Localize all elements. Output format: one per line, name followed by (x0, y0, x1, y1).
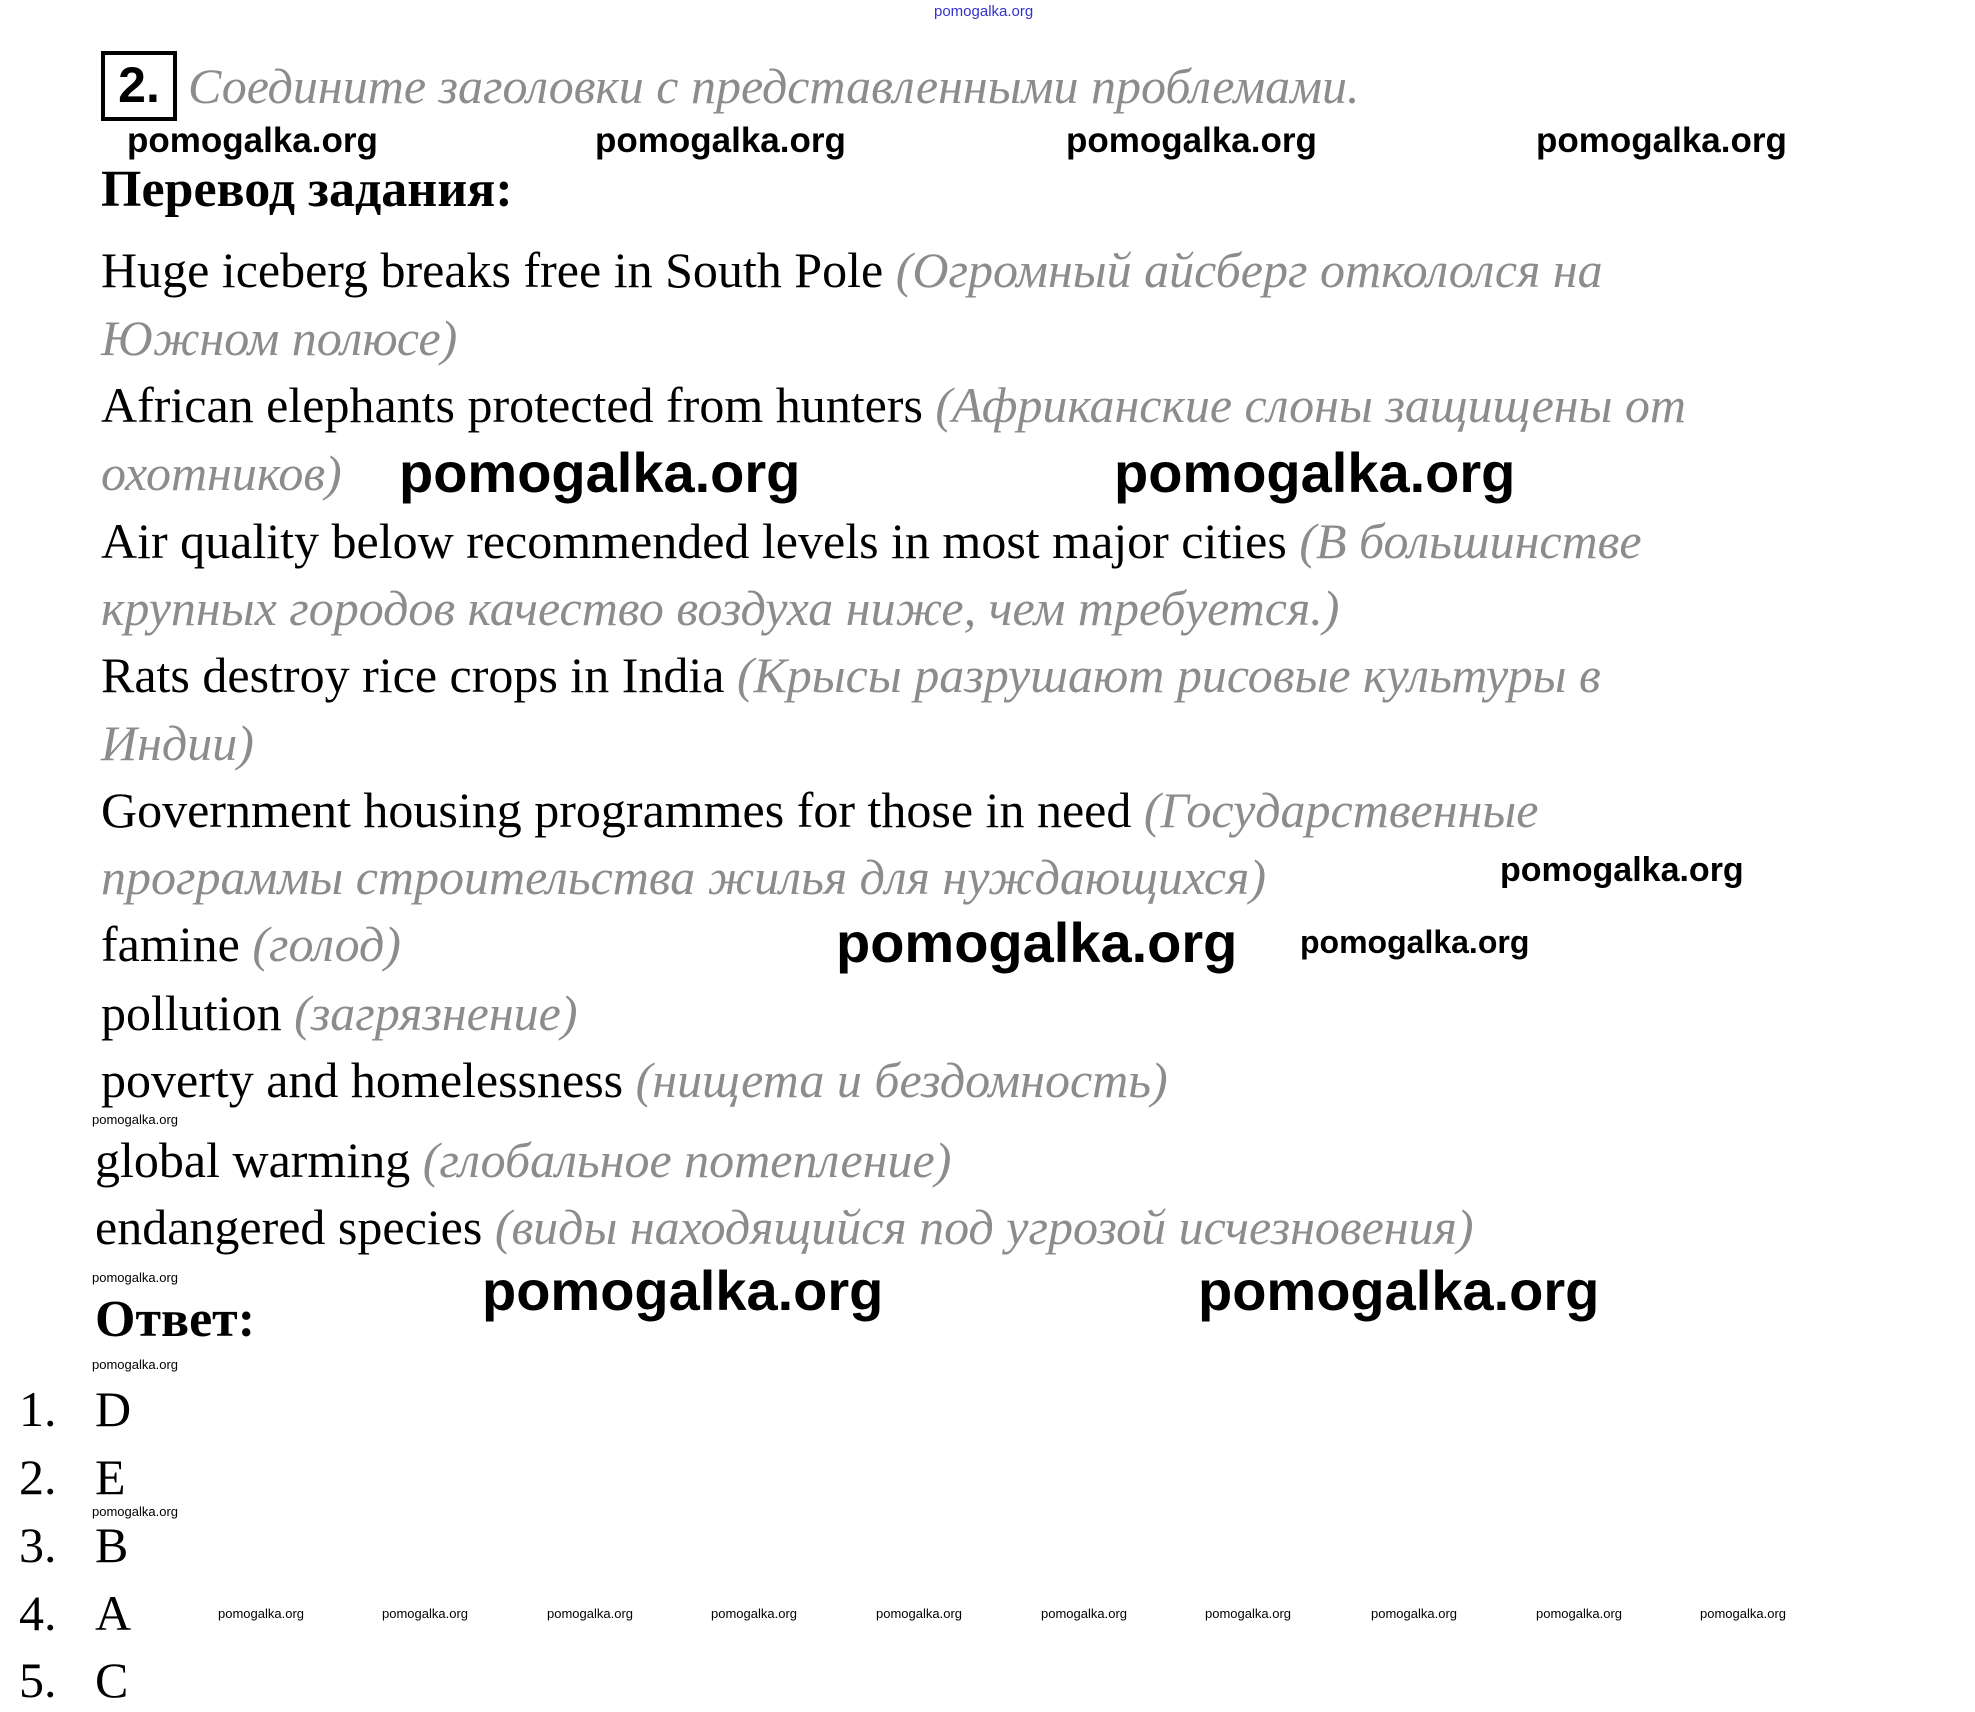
headline-en: global warming (95, 1132, 411, 1188)
translation-heading: Перевод задания: (101, 161, 513, 218)
translation-ru: (Крысы разрушают рисовые культуры в (736, 647, 1601, 703)
translation-ru: крупных городов качество воздуха ниже, чем требуется.) (101, 580, 1340, 636)
translation-ru: Южном полюсе) (101, 310, 458, 366)
line (101, 242, 1603, 298)
watermark: pomogalka.org (1300, 924, 1530, 960)
translation-ru: (Огромный айсберг откололся на (895, 242, 1603, 298)
headline-en: pollution (101, 985, 282, 1041)
answer-item (19, 1383, 131, 1435)
watermark: pomogalka.org (1114, 441, 1516, 504)
translation-ru: программы строительства жилья для нуждающихся) (101, 849, 1266, 905)
watermark: pomogalka.org (92, 1504, 178, 1519)
watermark: pomogalka.org (547, 1606, 633, 1621)
answer-heading: Ответ: (95, 1291, 256, 1348)
translation-ru: (Африканские слоны защищены от (935, 377, 1687, 433)
line (101, 1052, 1168, 1108)
watermark: pomogalka.org (1041, 1606, 1127, 1621)
line (101, 445, 342, 501)
watermark: pomogalka.org (1198, 1259, 1600, 1322)
watermark: pomogalka.org (399, 441, 801, 504)
line (101, 580, 1339, 636)
watermark: pomogalka.org (127, 121, 378, 160)
line (101, 310, 457, 366)
watermark: pomogalka.org (1700, 1606, 1786, 1621)
answer-number: 1. (19, 1381, 57, 1437)
watermark: pomogalka.org (876, 1606, 962, 1621)
watermark: pomogalka.org (382, 1606, 468, 1621)
translation-ru: (нищета и бездомность) (635, 1052, 1168, 1108)
headline-en: Government housing programmes for those in need (101, 782, 1132, 838)
headline-en: Rats destroy rice crops in India (101, 647, 725, 703)
line (101, 513, 1642, 569)
line (101, 916, 401, 972)
answer-letter: E (95, 1449, 126, 1505)
watermark: pomogalka.org (482, 1259, 884, 1322)
line (95, 1132, 951, 1188)
headline-en: African elephants protected from hunters (101, 377, 923, 433)
watermark: pomogalka.org (92, 1112, 178, 1127)
line (101, 715, 254, 771)
line (95, 1199, 1473, 1255)
headline-en: Air quality below recommended levels in most major cities (101, 513, 1287, 569)
translation-ru: охотников) (101, 445, 342, 501)
headline-en: Huge iceberg breaks free in South Pole (101, 242, 884, 298)
watermark: pomogalka.org (92, 1270, 178, 1285)
translation-ru: (Государственные (1143, 782, 1539, 838)
answer-letter: C (95, 1652, 129, 1708)
watermark: pomogalka.org (711, 1606, 797, 1621)
answer-letter: D (95, 1381, 132, 1437)
answer-number: 4. (19, 1585, 57, 1641)
answer-item (19, 1654, 128, 1706)
watermark: pomogalka.org (218, 1606, 304, 1621)
answer-item (19, 1451, 126, 1503)
answer-number: 3. (19, 1517, 57, 1573)
line (101, 985, 577, 1041)
line (101, 782, 1538, 838)
watermark: pomogalka.org (1500, 851, 1744, 889)
headline-en: famine (101, 916, 240, 972)
watermark: pomogalka.org (1371, 1606, 1457, 1621)
translation-ru: (виды находящийся под угрозой исчезновения) (494, 1199, 1474, 1255)
translation-ru: Индии) (101, 715, 254, 771)
answer-item (19, 1587, 131, 1639)
line (101, 647, 1601, 703)
answer-number: 2. (19, 1449, 57, 1505)
watermark: pomogalka.org (1205, 1606, 1291, 1621)
answer-letter: A (95, 1585, 132, 1641)
answer-item (19, 1519, 128, 1571)
watermark-top[interactable]: pomogalka.org (934, 3, 1034, 20)
translation-ru: (загрязнение) (294, 985, 578, 1041)
line (101, 849, 1266, 905)
translation-ru: (глобальное потепление) (422, 1132, 952, 1188)
watermark: pomogalka.org (595, 121, 846, 160)
watermark: pomogalka.org (92, 1357, 178, 1372)
task-number-box: 2. (101, 51, 177, 121)
translation-ru: (В большинстве (1299, 513, 1642, 569)
translation-ru: (голод) (252, 916, 401, 972)
watermark: pomogalka.org (1536, 121, 1787, 160)
line (101, 377, 1686, 433)
headline-en: poverty and homelessness (101, 1052, 624, 1108)
answer-number: 5. (19, 1652, 57, 1708)
headline-en: endangered species (95, 1199, 483, 1255)
answer-letter: B (95, 1517, 129, 1573)
task-instruction: Соедините заголовки с представленными проблемами. (188, 58, 1360, 114)
watermark: pomogalka.org (836, 911, 1238, 974)
watermark: pomogalka.org (1536, 1606, 1622, 1621)
watermark: pomogalka.org (1066, 121, 1317, 160)
